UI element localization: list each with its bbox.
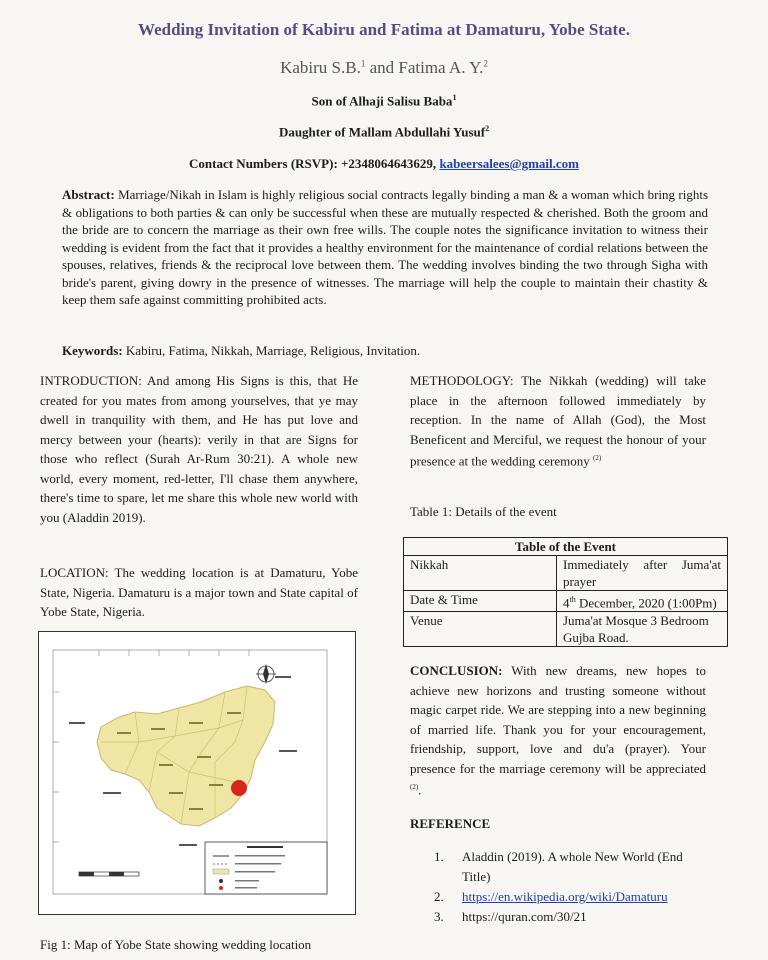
reference-number: 3. [434, 909, 444, 924]
daughter-sup: 2 [485, 124, 490, 133]
author-1: Kabiru S.B. [280, 58, 361, 77]
yobe-state-outline [97, 686, 275, 826]
conclusion-section [410, 661, 706, 800]
table-cell-label: Date & Time [404, 591, 557, 612]
table-cell-value [557, 591, 728, 612]
methodology-text: : The Nikkah (wedding) will take place in the afternoon followed immediately by reception. In the name of Allah (God), the Most Beneficent and Merciful, we request the honour of your presence at the wedding ceremony [410, 373, 706, 469]
reference-item [430, 907, 710, 927]
keywords-label: Keywords: [62, 343, 123, 358]
location-section [40, 563, 358, 622]
daughter-line [0, 124, 768, 140]
contact-label: Contact Numbers (RSVP): +2348064643629, [189, 156, 440, 171]
son-text: Son of Alhaji Salisu Baba [311, 93, 453, 109]
abstract-label: Abstract: [62, 187, 115, 202]
table-cell-value: Immediately after Juma'at prayer [557, 556, 728, 591]
introduction-text: : And among His Signs is this, that He created for you mates from among yourselves, that ye may dwell in tranquility with them, and He has put love and mercy between your (hearts): verily in that are Signs for those who reflect (Surah Ar-Rum 30:21). A whole new world, every moment, red-letter, I'll chase them anywhere, there's time to spare, let me share this whole new world with you (Aladdin 2019). [40, 373, 358, 525]
abstract-text: Marriage/Nikah in Islam is highly religious social contracts legally binding a man & a woman which bring rights & obligations to both parties & can only be successful when these are mutually respected & cherished. Both the groom and the bride are to concern the marriage as their own free wills. The couple notes the significance invitation to witness their wedding is evident from the fact that it provides a healthy environment for the maintenance of cordial relations between the spouses, relatives, friends & the reciprocal love between them. The wedding involves binding the two through Sigha with bride's parent, giving dowry in the presence of witnesses. The marriage will help the couple to maintain their chastity & keep them safe against committing prohibited acts. [62, 187, 708, 307]
location-text: : The wedding location is at Damaturu, Yobe State, Nigeria. Damaturu is a major town and State capital of Yobe State, Nigeria. [40, 565, 358, 619]
map-legend [205, 842, 327, 894]
table-caption: Table 1: Details of the event [410, 504, 557, 519]
page-title: Wedding Invitation of Kabiru and Fatima at Damaturu, Yobe State. [138, 20, 630, 39]
location-label: LOCATION [40, 565, 105, 580]
authors-line [0, 58, 768, 78]
author-1-sup: 1 [360, 58, 366, 69]
reference-text: Aladdin (2019). A whole New World (End Title) [462, 849, 683, 884]
table-row [404, 612, 728, 647]
contact-email-link[interactable]: kabeersalees@gmail.com [439, 156, 579, 171]
table-cell-value: Juma'at Mosque 3 Bedroom Gujba Road. [557, 612, 728, 647]
contact-line [0, 156, 768, 172]
wedding-location-marker [231, 780, 247, 796]
abstract [62, 186, 708, 309]
date-ordinal: th [569, 595, 576, 604]
keywords [62, 343, 420, 359]
conclusion-end: . [418, 782, 422, 798]
methodology-sup: (2) [593, 454, 602, 462]
date-rest: December, 2020 (1:00Pm) [575, 595, 717, 611]
event-table [403, 537, 728, 647]
author-2-sup: 2 [483, 58, 488, 69]
author-2: Fatima A. Y. [398, 58, 484, 77]
map-graphic [39, 632, 355, 914]
table-header: Table of the Event [404, 538, 728, 556]
conclusion-sup: (2) [410, 783, 419, 791]
reference-link-quran[interactable]: https://quran.com/30/21 [462, 909, 587, 924]
methodology-label: METHODOLOGY [410, 373, 510, 388]
son-sup: 1 [452, 93, 457, 102]
table-cell-label: Venue [404, 612, 557, 647]
table-header-row [404, 538, 728, 556]
table-row [404, 591, 728, 612]
reference-number: 1. [434, 849, 444, 864]
reference-item [430, 887, 710, 907]
reference-item [430, 847, 710, 887]
keywords-text: Kabiru, Fatima, Nikkah, Marriage, Religious, Invitation. [122, 343, 421, 358]
table-cell-label: Nikkah [404, 556, 557, 591]
table-row [404, 556, 728, 591]
authors-and: and [365, 58, 399, 77]
methodology-section [410, 371, 706, 471]
figure-caption: Fig 1: Map of Yobe State showing wedding location [40, 937, 312, 952]
reference-link-wikipedia[interactable]: https://en.wikipedia.org/wiki/Damaturu [462, 889, 668, 904]
date-day: 4 [563, 595, 570, 611]
conclusion-text: With new dreams, new hopes to achieve new horizons and trusting someone without magic carpet ride. We are stepping into a new beginning of married life. Thank you for your encouragement, friendship, support, love and du'a (prayer). Your presence for the marriage ceremony will be appreciated [410, 663, 706, 776]
introduction-label: INTRODUCTION [40, 373, 139, 388]
son-line [0, 93, 768, 109]
yobe-state-map [38, 631, 356, 915]
conclusion-label: CONCLUSION: [410, 663, 503, 678]
daughter-text: Daughter of Mallam Abdullahi Yusuf [278, 124, 486, 140]
scale-bar [79, 872, 139, 876]
reference-list [430, 847, 710, 927]
introduction-section [40, 371, 358, 527]
reference-number: 2. [434, 889, 444, 904]
reference-heading: REFERENCE [410, 816, 491, 831]
north-arrow-icon [256, 664, 276, 684]
